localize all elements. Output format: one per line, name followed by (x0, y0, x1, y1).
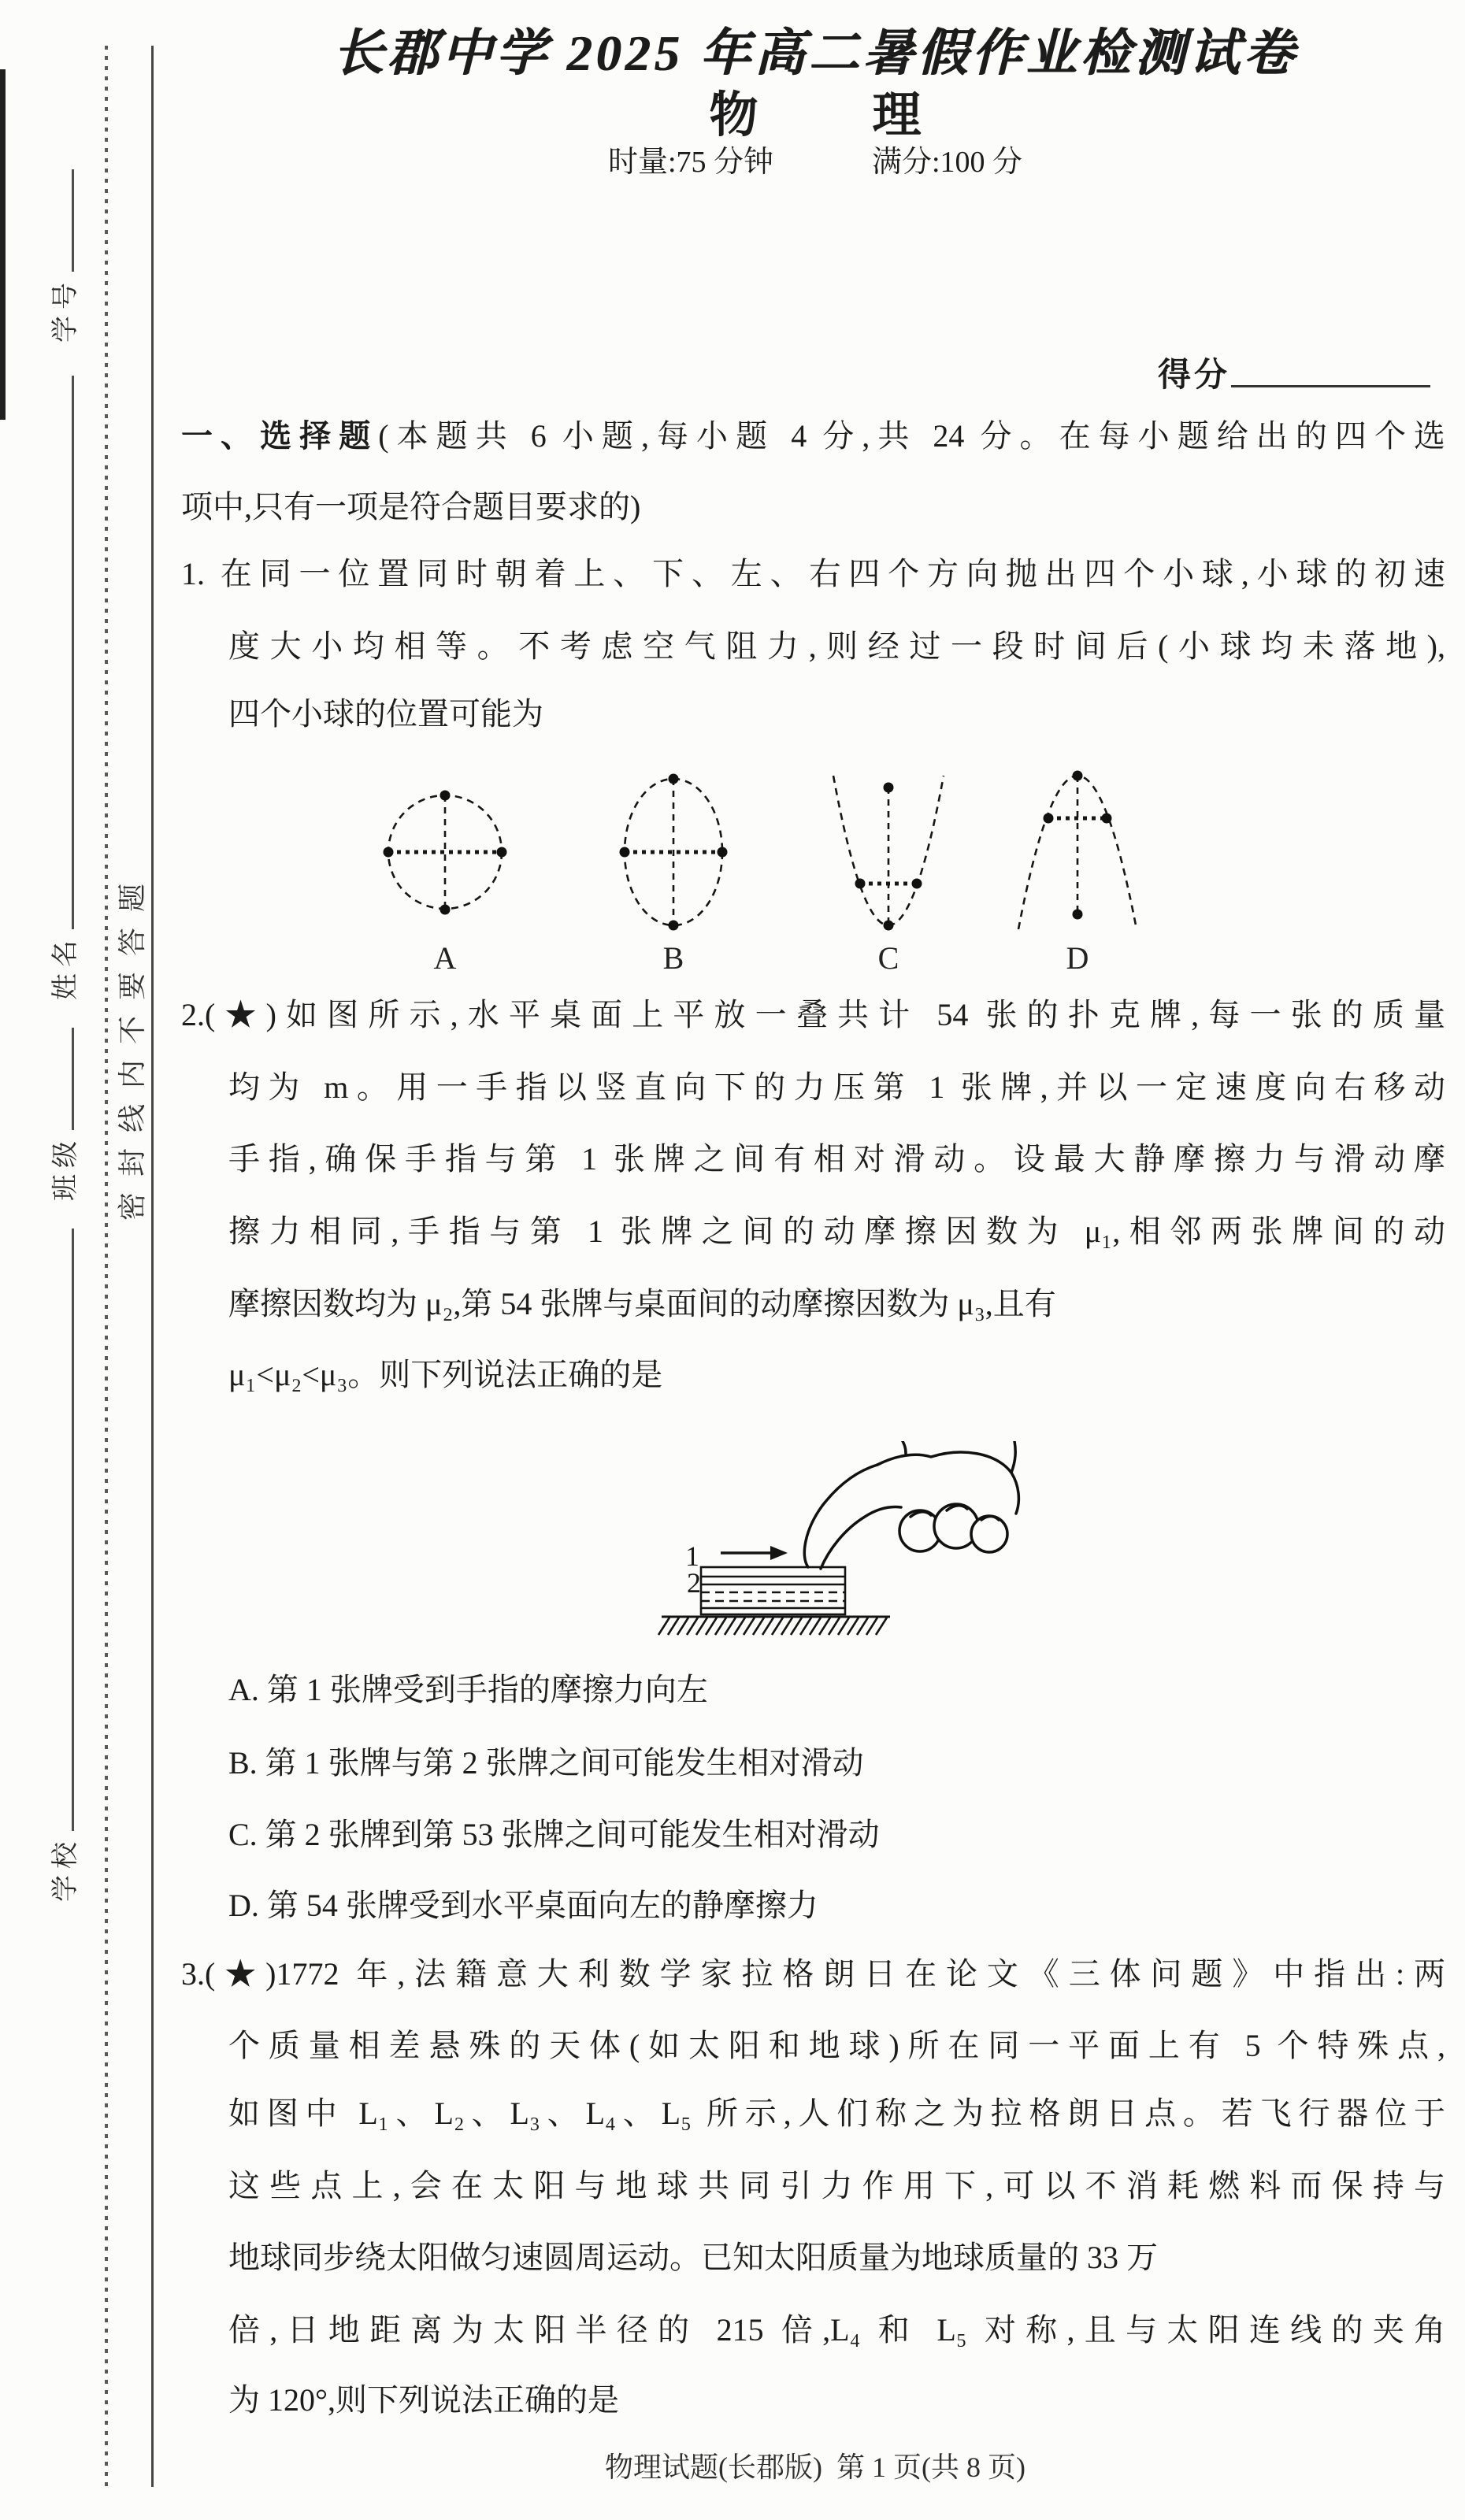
full-score-label: 满分:100 分 (872, 146, 1023, 179)
q3-line5: 地球同步绕太阳做匀速圆周运动。已知太阳质量为地球质量的 33 万 (228, 2240, 1158, 2275)
section-heading-tail: (本题共 6 小题,每小题 4 分,共 24 分。在每小题给出的四个选 (378, 418, 1446, 454)
q1-line3: 四个小球的位置可能为 (228, 696, 543, 732)
sidebar-field-student-id (46, 169, 79, 343)
q2-option-b: B. 第 1 张牌与第 2 张牌之间可能发生相对滑动 (228, 1745, 864, 1781)
sidebar-field-class (46, 1028, 79, 1201)
seal-notice (112, 858, 148, 1221)
q2-line5: 摩擦因数均为 μ₂,第 54 张牌与桌面间的动摩擦因数为 μ₃,且有 (228, 1286, 1056, 1321)
seal-notice-text: 密封线内不要答题 (116, 867, 148, 1221)
q3-line3: 如图中 L₁、L₂、L₃、L₄、L₅ 所示,人们称之为拉格朗日点。若飞行器位于 (228, 2096, 1445, 2131)
seal-solid-line (151, 46, 154, 2487)
sidebar-field-name (46, 376, 79, 1000)
page-title: 长郡中学 2025 年高二暑假作业检测试卷 (332, 25, 1298, 81)
q3-line1: 3.(★)1772 年,法籍意大利数学家拉格朗日在论文《三体问题》中指出:两 (181, 1956, 1445, 1992)
q3-line6: 倍,日地距离为太阳半径的 215 倍,L₄ 和 L₅ 对称,且与太阳连线的夹角 (228, 2312, 1445, 2348)
velocity-arrow (721, 1546, 788, 1560)
name-label: 姓名 (50, 934, 80, 1000)
section-heading-bold: 一、选择题 (181, 418, 379, 454)
page-footer: 物理试题(长郡版) 第 1 页(共 8 页) (605, 2451, 1026, 2483)
q2-option-a: A. 第 1 张牌受到手指的摩擦力向左 (228, 1672, 708, 1707)
q1-line1: 1. 在同一位置同时朝着上、下、左、右四个方向抛出四个小球,小球的初速 (181, 556, 1445, 591)
section-heading-line2: 项中,只有一项是符合题目要求的) (181, 489, 641, 524)
card2-label: 2 (687, 1567, 701, 1599)
q1-option-a-label: A (433, 940, 457, 976)
school-blank (51, 1228, 74, 1831)
q1-option-d-label: D (1066, 940, 1089, 976)
q3-line4: 这些点上,会在太阳与地球共同引力作用下,可以不消耗燃料而保持与 (228, 2168, 1445, 2203)
score-label: 得分 (1158, 358, 1231, 394)
subject-title (181, 76, 1449, 146)
q2-option-c: C. 第 2 张牌到第 53 张牌之间可能发生相对滑动 (228, 1817, 880, 1852)
q1-line2: 度大小均相等。不考虑空气阻力,则经过一段时间后(小球均未落地), (228, 628, 1445, 664)
q1-option-b-label: B (662, 940, 684, 976)
ground-hatching (658, 1617, 890, 1635)
section-heading-line1 (181, 417, 1445, 455)
class-label: 班级 (50, 1135, 80, 1201)
hand-drawing (804, 1441, 1018, 1569)
q2-line2: 均为 m。用一手指以竖直向下的力压第 1 张牌,并以一定速度向右移动 (228, 1069, 1445, 1105)
q2-line3: 手指,确保手指与第 1 张牌之间有相对滑动。设最大静摩擦力与滑动摩 (228, 1141, 1445, 1177)
card1-label: 1 (685, 1540, 699, 1572)
sidebar-field-school (46, 1228, 79, 1902)
exam-info-line (181, 137, 1449, 180)
class-blank (51, 1028, 74, 1130)
q3-line2: 个质量相差悬殊的天体(如太阳和地球)所在同一平面上有 5 个特殊点, (228, 2028, 1445, 2063)
q2-line4: 擦力相同,手指与第 1 张牌之间的动摩擦因数为 μ₁,相邻两张牌间的动 (228, 1214, 1445, 1249)
q3-line7: 为 120°,则下列说法正确的是 (228, 2382, 619, 2418)
school-label: 学校 (50, 1836, 80, 1902)
subject-char-right: 理 (872, 89, 922, 143)
subject-char-left: 物 (709, 89, 758, 143)
student-id-blank (51, 169, 74, 272)
q1-figure-trajectories (347, 768, 1197, 984)
name-blank (51, 376, 74, 929)
q2-figure-hand-cards (646, 1441, 1040, 1650)
q2-option-d: D. 第 54 张牌受到水平桌面向左的静摩擦力 (228, 1888, 818, 1923)
q2-line1: 2.(★)如图所示,水平桌面上平放一叠共计 54 张的扑克牌,每一张的质量 (181, 997, 1445, 1032)
q2-line6: μ₁<μ₂<μ₃。则下列说法正确的是 (228, 1357, 663, 1392)
q1-option-c-label: C (877, 940, 899, 976)
duration-label: 时量:75 分钟 (607, 146, 773, 179)
student-id-label: 学号 (50, 276, 80, 343)
score-blank (1231, 385, 1430, 387)
card-stack (701, 1567, 845, 1614)
perforation-dotted-line (105, 46, 108, 2491)
page-edge-artifact (0, 69, 6, 420)
